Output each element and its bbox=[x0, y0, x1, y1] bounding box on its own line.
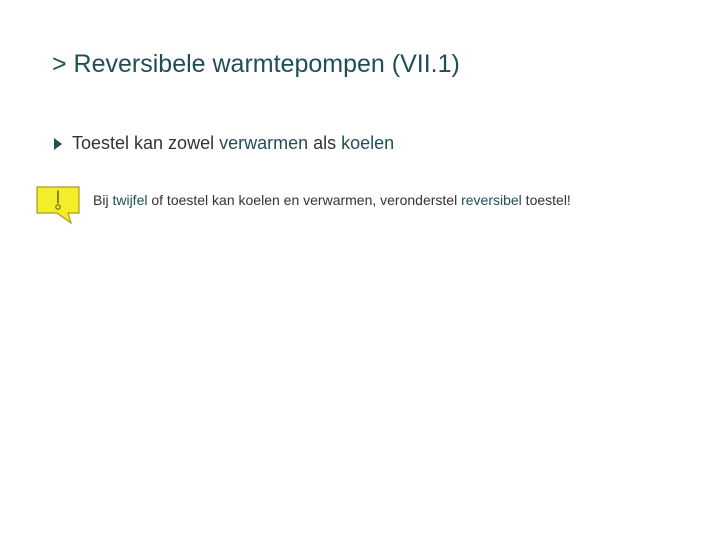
slide-title: > Reversibele warmtepompen (VII.1) bbox=[52, 50, 460, 78]
exclamation-callout-icon bbox=[35, 185, 81, 225]
note-text-part3: toestel! bbox=[521, 192, 571, 208]
triangle-bullet-icon bbox=[54, 138, 62, 150]
bullet-item bbox=[54, 133, 394, 154]
bullet-text bbox=[72, 133, 394, 154]
bullet-emphasis-koelen: koelen bbox=[341, 133, 395, 153]
note-text-part2: of toestel kan koelen en verwarmen, veronderstel bbox=[147, 192, 462, 208]
bullet-emphasis-verwarmen: verwarmen bbox=[219, 133, 309, 153]
note-emphasis-twijfel: twijfel bbox=[112, 192, 148, 208]
note-text-part1: Bij bbox=[93, 192, 113, 208]
bullet-text-part1: Toestel kan zowel bbox=[72, 133, 220, 153]
note-text bbox=[93, 190, 653, 211]
bullet-text-part2: als bbox=[308, 133, 342, 153]
note-emphasis-reversibel: reversibel bbox=[461, 192, 522, 208]
